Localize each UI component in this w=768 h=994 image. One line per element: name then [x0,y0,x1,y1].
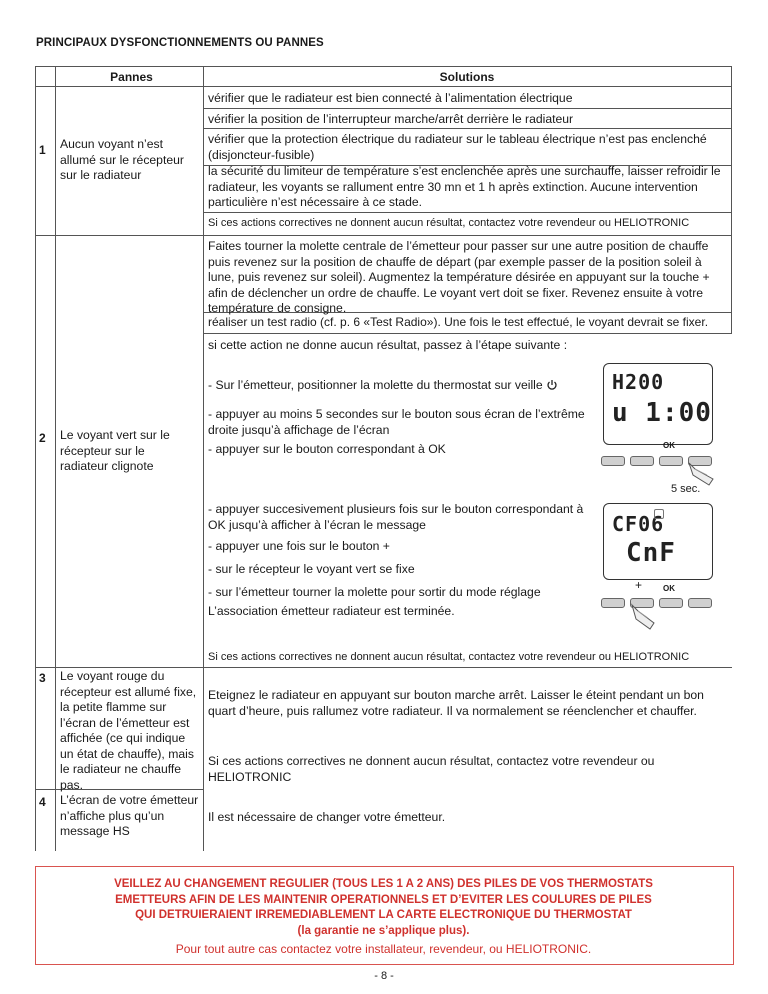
solution-text: Il est nécessaire de changer votre émetteur. [208,810,446,824]
step-text: - appuyer une fois sur le bouton + [208,539,390,553]
thermostat-lcd-screen [603,503,713,580]
row-number: 1 [39,143,46,157]
solution-text: vérifier la position de l’interrupteur marche/arrêt derrière le radiateur [208,112,574,126]
thermostat-button[interactable] [601,598,625,608]
lcd-line-1: CF06 [612,512,665,536]
row-number: 4 [39,795,46,809]
thermostat-ok-button[interactable] [659,456,683,466]
panne-description: Le voyant rouge du récepteur est allumé fixe, la petite flamme sur l’écran de l’émetteur est affichée (ce qui indique un état de chauffe), mais le radiateur ne chauffe pas. [60,669,197,792]
header-pannes: Pannes [110,70,153,84]
power-icon [546,379,558,396]
step-text: - appuyer succesivement plusieurs fois sur le bouton correspondant à OK jusqu’à afficher à l’écran le message [208,502,584,532]
lcd-line-1: H200 [612,370,665,394]
row-number: 3 [39,671,46,685]
hold-duration-label: 5 sec. [671,483,701,495]
step-text: - sur le récepteur le voyant vert se fixe [208,562,415,576]
panne-description: Aucun voyant n’est allumé sur le récepteur sur le radiateur [60,137,184,182]
solution-text: vérifier que la protection électrique du radiateur sur le tableau électrique n’est pas enclenché (disjoncteur-fusible) [208,132,707,162]
plus-label: + [635,578,643,592]
solution-text: la sécurité du limiteur de température s’est enclenchée après une surchauffe, laisser refroidir le radiateur, les voyants se rallument entre 30 mn et 1 h après extinction. Aucune intervention particulière n’est nécessaire à ce stade. [208,164,721,209]
page-title: PRINCIPAUX DYSFONCTIONNEMENTS OU PANNES [36,37,324,49]
battery-warning-text: VEILLEZ AU CHANGEMENT REGULIER (TOUS LES 1 A 2 ANS) DES PILES DE VOS THERMOSTATS EMETTEURS AFIN DE LES MAINTENIR OPERATIONNELS ET D’EVITER LES COULURES DE PILES QUI DETRUIERAIENT IRREMEDIABLEMENT LA CARTE ELECTRONIQUE DU THERMOSTAT (la garantie ne s’applique plus). [114,878,653,937]
solution-text: Faites tourner la molette centrale de l’émetteur pour passer sur une autre position de chauffe puis revenez sur la position de chauffe de départ (par exemple passer de la position soleil à lune, puis revenez sur soleil). Augmentez la température désirée en appuyant sur la touche + afin de déclencher un ordre de chauffe. Le voyant vert doit se fixer. Revenez ensuite à votre température de consigne. [208,239,710,315]
step-text: - sur l’émetteur tourner la molette pour sortir du mode réglage [208,585,541,599]
step-text: - appuyer au moins 5 secondes sur le bouton sous écran de l’extrême droite jusqu’à affichage de l’écran [208,407,585,437]
thermostat-button[interactable] [688,598,712,608]
thermostat-ok-button[interactable] [659,598,683,608]
ok-label: OK [663,584,675,593]
lcd-line-2: u 1:00 [612,398,712,428]
solution-fallback: Si ces actions correctives ne donnent aucun résultat, contactez votre revendeur ou HELIOTRONIC [208,217,690,229]
panne-description: Le voyant vert sur le récepteur sur le radiateur clignote [60,428,170,473]
solution-fallback: Si ces actions correctives ne donnent aucun résultat, contactez votre revendeur ou HELIOTRONIC [208,754,655,784]
thermostat-button[interactable] [630,456,654,466]
thermostat-lcd-screen [603,363,713,445]
solution-text: Eteignez le radiateur en appuyant sur bouton marche arrêt. Laisser le éteint pendant un bon quart d’heure, puis rallumez votre radiateur. Il va normalement se réenclencher et chauffer. [208,688,704,718]
solution-text: réaliser un test radio (cf. p. 6 «Test Radio»). Une fois le test effectué, le voyant devrait se fixer. [208,315,709,329]
hand-press-icon [626,603,660,636]
radio-icon [654,509,664,519]
panne-description: L’écran de votre émetteur n’affiche plus qu’un message HS [60,793,199,838]
step-text: - appuyer sur le bouton correspondant à OK [208,442,446,456]
thermostat-button[interactable] [601,456,625,466]
header-solutions: Solutions [439,70,495,84]
solution-text: vérifier que le radiateur est bien connecté à l’alimentation électrique [208,91,573,105]
page-number: - 8 - [374,970,394,982]
lcd-line-2: CnF [626,538,676,568]
association-text: L’association émetteur radiateur est terminée. [208,604,455,618]
ok-label: OK [663,441,675,450]
step-text: - Sur l’émetteur, positionner la molette du thermostat sur veille [208,378,598,396]
solution-fallback: Si ces actions correctives ne donnent aucun résultat, contactez votre revendeur ou HELIOTRONIC [208,651,690,663]
contact-text: Pour tout autre cas contactez votre installateur, revendeur, ou HELIOTRONIC. [175,942,592,956]
solution-text: si cette action ne donne aucun résultat, passez à l’étape suivante : [208,338,568,352]
row-number: 2 [39,431,46,445]
